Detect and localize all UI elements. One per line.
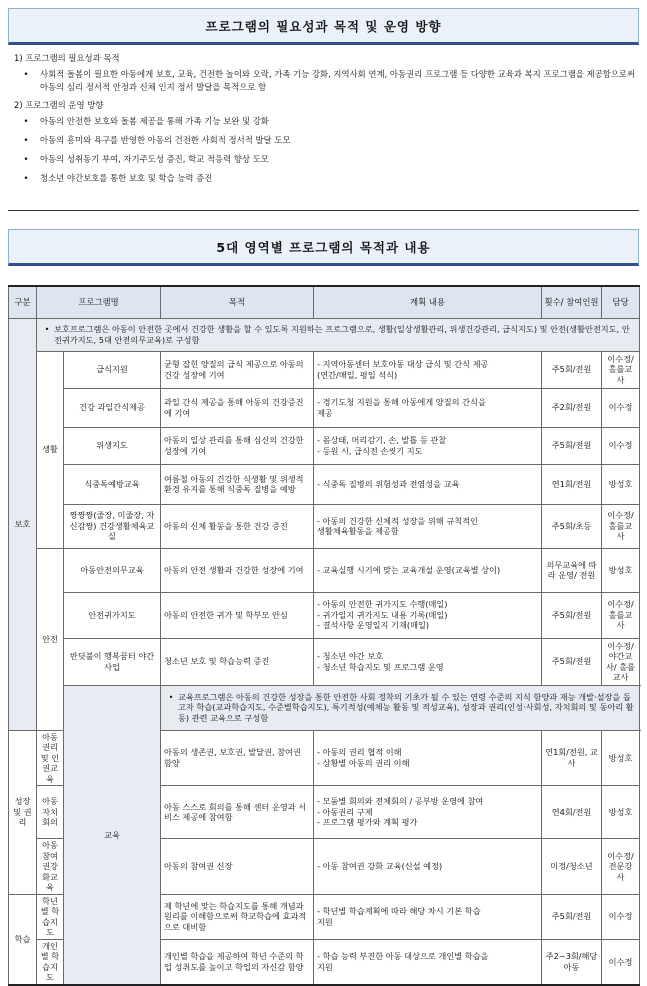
bullet-need-purpose (12, 68, 640, 94)
plan-line: - 아동의 권리 협적 이해 (317, 747, 402, 758)
program-manager: 이수정 (602, 939, 640, 985)
program-count: 주2회/전원 (542, 388, 602, 427)
edu-note (161, 685, 640, 730)
plan-line: - 아동의 안전한 귀가지도 수행(매일) (317, 599, 448, 610)
header-manager: 담당 (602, 286, 640, 318)
direction-item (12, 172, 640, 185)
program-manager: 방성호 (602, 464, 640, 504)
program-purpose: 아동의 신체 활동을 통한 건강 증진 (161, 504, 314, 548)
program-count: 주5회/전원 (542, 592, 602, 638)
plan-line: 지원 (317, 961, 333, 972)
program-name: 아동권리 및 인권교육 (37, 730, 64, 786)
note-row (9, 318, 640, 351)
plan-line: - 모둠별 회의와 전체회의 / 공부방 운영에 참여 (317, 796, 484, 807)
plan-line: - 학년별 학습계획에 따라 해당 차시 기본 학습 (317, 906, 481, 916)
program-name: 아동자치회의 (37, 786, 64, 839)
program-plan (314, 939, 542, 985)
plan-line: - 아동의 건강한 신체적 성장을 위해 규칙적인 (317, 515, 478, 526)
header-area: 구분 (9, 286, 37, 318)
program-count: 미정/청소년 (542, 839, 602, 895)
table-row (9, 548, 640, 592)
program-plan (314, 839, 542, 895)
program-purpose: 아동의 참여권 신장 (161, 839, 314, 895)
program-name: 아동참여권강화교육 (37, 839, 64, 895)
section-title-program-areas: 5대 영역별 프로그램의 목적과 내용 (8, 229, 639, 266)
plan-line: - 청소년 학습지도 및 프로그램 운영 (317, 661, 444, 672)
sub-area-study: 학습 (9, 894, 37, 985)
program-plan (314, 786, 542, 839)
program-plan (314, 894, 542, 939)
program-count: 주5회/전원 (542, 427, 602, 464)
header-purpose: 목적 (161, 286, 314, 318)
program-purpose: 아동의 안전 생활과 건강한 성장에 기여 (161, 548, 314, 592)
program-name: 건강 과일간식제공 (64, 388, 161, 427)
plan-line: 생활체육활동을 제공함 (317, 526, 399, 536)
program-purpose: 아동의 일상 관리를 통해 심신의 건강한 성장에 기여 (161, 427, 314, 464)
sub-area-growth: 성장 및 권리 (9, 730, 37, 894)
program-manager: 방성호 (602, 730, 640, 786)
program-manager: 이수정/ 전문강사 (602, 839, 640, 895)
plan-line: - 상황별 아동의 권리 이해 (317, 757, 410, 768)
plan-line: - 귀가일지 귀가지도 내용 기록(매일) (317, 609, 448, 620)
program-plan (314, 730, 542, 786)
direction-item (12, 153, 640, 166)
plan-line: (연간/매일, 평일 석식) (317, 369, 398, 380)
table-row (9, 638, 640, 685)
direction-item (12, 115, 640, 128)
program-name: 짱짱짱(줄장, 미줄장, 자신감짱) 건강생활체육교실 (64, 504, 161, 548)
program-manager: 이수정/ 홀를교사 (602, 351, 640, 388)
direction-item (12, 134, 640, 147)
program-name: 식중독예방교육 (64, 464, 161, 504)
direction-text: 아동의 흥미와 욕구를 반영한 아동의 건전한 사회적 정서적 발달 도모 (40, 135, 291, 145)
program-purpose: 개인별 학습을 제공하여 학년 수준의 학업 성취도를 높이고 학업의 자신감 함양 (161, 939, 314, 985)
program-manager: 이수정/ 홀를교사 (602, 504, 640, 548)
area-edu: 교육 (64, 685, 161, 985)
plan-line: - 아동권리 구제 (317, 806, 373, 817)
program-plan (314, 464, 542, 504)
program-count: 연1회/전원, 교사 (542, 730, 602, 786)
plan-line: 지원 (317, 916, 333, 927)
program-manager: 이수정/ 홀를교사 (602, 592, 640, 638)
table-row (9, 592, 640, 638)
program-manager: 이수정 (602, 388, 640, 427)
bullet-dot: • (23, 116, 29, 126)
table-row (9, 504, 640, 548)
plan-line: - 결석사항 운영일지 기재(매일) (317, 620, 430, 631)
table-row (9, 427, 640, 464)
program-count: 주2~3회/해당아동 (542, 939, 602, 985)
bullet-dot: • (23, 173, 29, 183)
program-purpose: 청소년 보호 및 학습능력 증진 (161, 638, 314, 685)
bullet-dot: • (23, 135, 29, 145)
program-plan (314, 638, 542, 685)
program-purpose: 제 학년에 맞는 학습지도를 통해 개념과 원리를 이해함으로써 학교학습에 효과적으로 대비함 (161, 894, 314, 939)
bullet-dot: • (23, 154, 29, 164)
divider (8, 210, 639, 211)
direction-text: 청소년 야간보호를 통한 보호 및 학습 능력 증진 (40, 173, 213, 183)
program-manager: 방성호 (602, 548, 640, 592)
plan-line: - 지역아동센터 보호아동 대상 급식 및 간식 제공 (317, 359, 489, 369)
program-count: 연1회/전원 (542, 464, 602, 504)
program-name: 개인별 학습지도 (37, 939, 64, 985)
program-count: 연4회/전원 (542, 786, 602, 839)
bullet-dot: • (168, 691, 174, 702)
program-count: 주5회/전원 (542, 894, 602, 939)
direction-text: 아동의 안전한 보호와 돌봄 제공을 통해 가족 기능 보완 및 강화 (40, 116, 269, 126)
table-row (9, 388, 640, 427)
plan-line: - 몸상태, 머리감기, 손, 발톱 등 관찰 (317, 435, 447, 445)
section-title-purpose: 프로그램의 필요성과 목적 및 운영 방향 (8, 8, 639, 45)
need-purpose-text: 사회적 돌봄이 필요한 아동에게 보호, 교육, 건전한 놀이와 오락, 가족 기능 강화, 지역사회 연계, 아동권리 프로그램 등 다양한 교육과 복지 프로그램을 제공함으로써 아동의 심리 정서적 안정과 신체 인지 정서 발달을 목적으로 함 (40, 69, 636, 92)
program-plan (314, 351, 542, 388)
table-row (9, 351, 640, 388)
program-count: 주5회/전원 (542, 638, 602, 685)
area-protect: 보호 (9, 318, 37, 730)
program-name: 위생지도 (64, 427, 161, 464)
header-plan: 계획 내용 (314, 286, 542, 318)
program-table (8, 285, 640, 986)
intro-block (12, 52, 640, 185)
protect-note-text: 보호프로그램은 아동이 안전한 곳에서 건강한 생활을 할 수 있도록 지원하는 프로그램으로, 생활(일상생활관리, 위생건강관리, 급식지도) 및 안전(생활안전지도, 안전귀가지도, 5대 안전의무교육)로 구성함 (54, 324, 630, 345)
program-plan (314, 427, 542, 464)
program-count: 주5회/전원 (542, 351, 602, 388)
header-count: 횟수/ 참여인원 (542, 286, 602, 318)
plan-line: - 아동 참여권 강화 교육(신설 예정) (317, 861, 443, 871)
plan-line: - 프로그램 평가와 계획 평가 (317, 817, 418, 828)
direction-text: 아동의 성취동기 부여, 자기주도성 증진, 학교 적응력 향상 도모 (40, 154, 269, 164)
program-name: 아동안전의무교육 (64, 548, 161, 592)
program-name: 반딧불이 행복꿈터 야간사업 (64, 638, 161, 685)
program-manager: 이수정 (602, 894, 640, 939)
program-manager: 이수정/ 야간교사/ 홀를교사 (602, 638, 640, 685)
program-count: 주5회/초등 (542, 504, 602, 548)
table-row (9, 464, 640, 504)
program-purpose: 아동의 안전한 귀가 및 학부모 안심 (161, 592, 314, 638)
program-plan (314, 548, 542, 592)
bullet-dot: • (23, 69, 29, 79)
header-program: 프로그램명 (37, 286, 161, 318)
bullet-dot: • (44, 324, 50, 334)
plan-line: - 등원 시, 급식전 손씻기 지도 (317, 445, 423, 456)
program-name: 급식지원 (64, 351, 161, 388)
program-name: 학년별 학습지도 (37, 894, 64, 939)
program-manager: 방성호 (602, 786, 640, 839)
heading-need-purpose: 1) 프로그램의 필요성과 목적 (14, 53, 120, 63)
program-plan (314, 504, 542, 548)
sub-area-safety: 안전 (37, 548, 64, 730)
edu-note-text: 교육프로그램은 아동의 건강한 성장을 통한 안전한 사회 정착의 기초가 될 수 있는 연령 수준의 지식 함양과 재능 개발·설장을 돕고자 학습(교과학습지도, 수준별학습지도), 특기적성(예체능 활동 및 적성교육), 성장과 권리(인성·사회성, 자치회의 및 동아리 활동) 관련 교육으로 구성함 (178, 691, 634, 723)
program-purpose: 과일 간식 제공을 통해 아동의 건강증진에 기여 (161, 388, 314, 427)
plan-line: - 학습 능력 부진한 아동 대상으로 개인별 학습을 (317, 951, 489, 962)
sub-area-life: 생활 (37, 351, 64, 548)
program-count: 의무교육에 따라 운영/ 전원 (542, 548, 602, 592)
program-plan (314, 592, 542, 638)
program-manager: 이수정 (602, 427, 640, 464)
plan-line: - 청소년 야간 보호 (317, 651, 384, 661)
plan-line: 제공 (317, 407, 333, 418)
program-purpose: 균형 잡힌 양질의 급식 제공으로 아동의 건강 성장에 기여 (161, 351, 314, 388)
program-name: 안전귀가지도 (64, 592, 161, 638)
heading-direction: 2) 프로그램의 운영 방향 (14, 100, 104, 110)
note-row (9, 685, 640, 730)
program-purpose: 여름철 아동의 건강한 식생활 및 위생적 환경 유지를 통해 식중독 질병을 예방 (161, 464, 314, 504)
plan-line: - 경기도청 지원을 통해 아동에게 양질의 간식을 (317, 397, 486, 407)
table-header-row (9, 286, 640, 318)
program-purpose: 아동의 생존권, 보호권, 발달권, 참여권 함양 (161, 730, 314, 786)
program-purpose: 아동 스스로 회의를 통해 센터 운영과 서비스 제공에 참여함 (161, 786, 314, 839)
protect-note (37, 318, 640, 351)
program-plan (314, 388, 542, 427)
plan-line: - 식중독 질병의 위험성과 전염성을 교육 (317, 478, 460, 489)
plan-line: - 교육실행 시기에 맞는 교육개설 운영(교육별 상이) (317, 564, 501, 575)
